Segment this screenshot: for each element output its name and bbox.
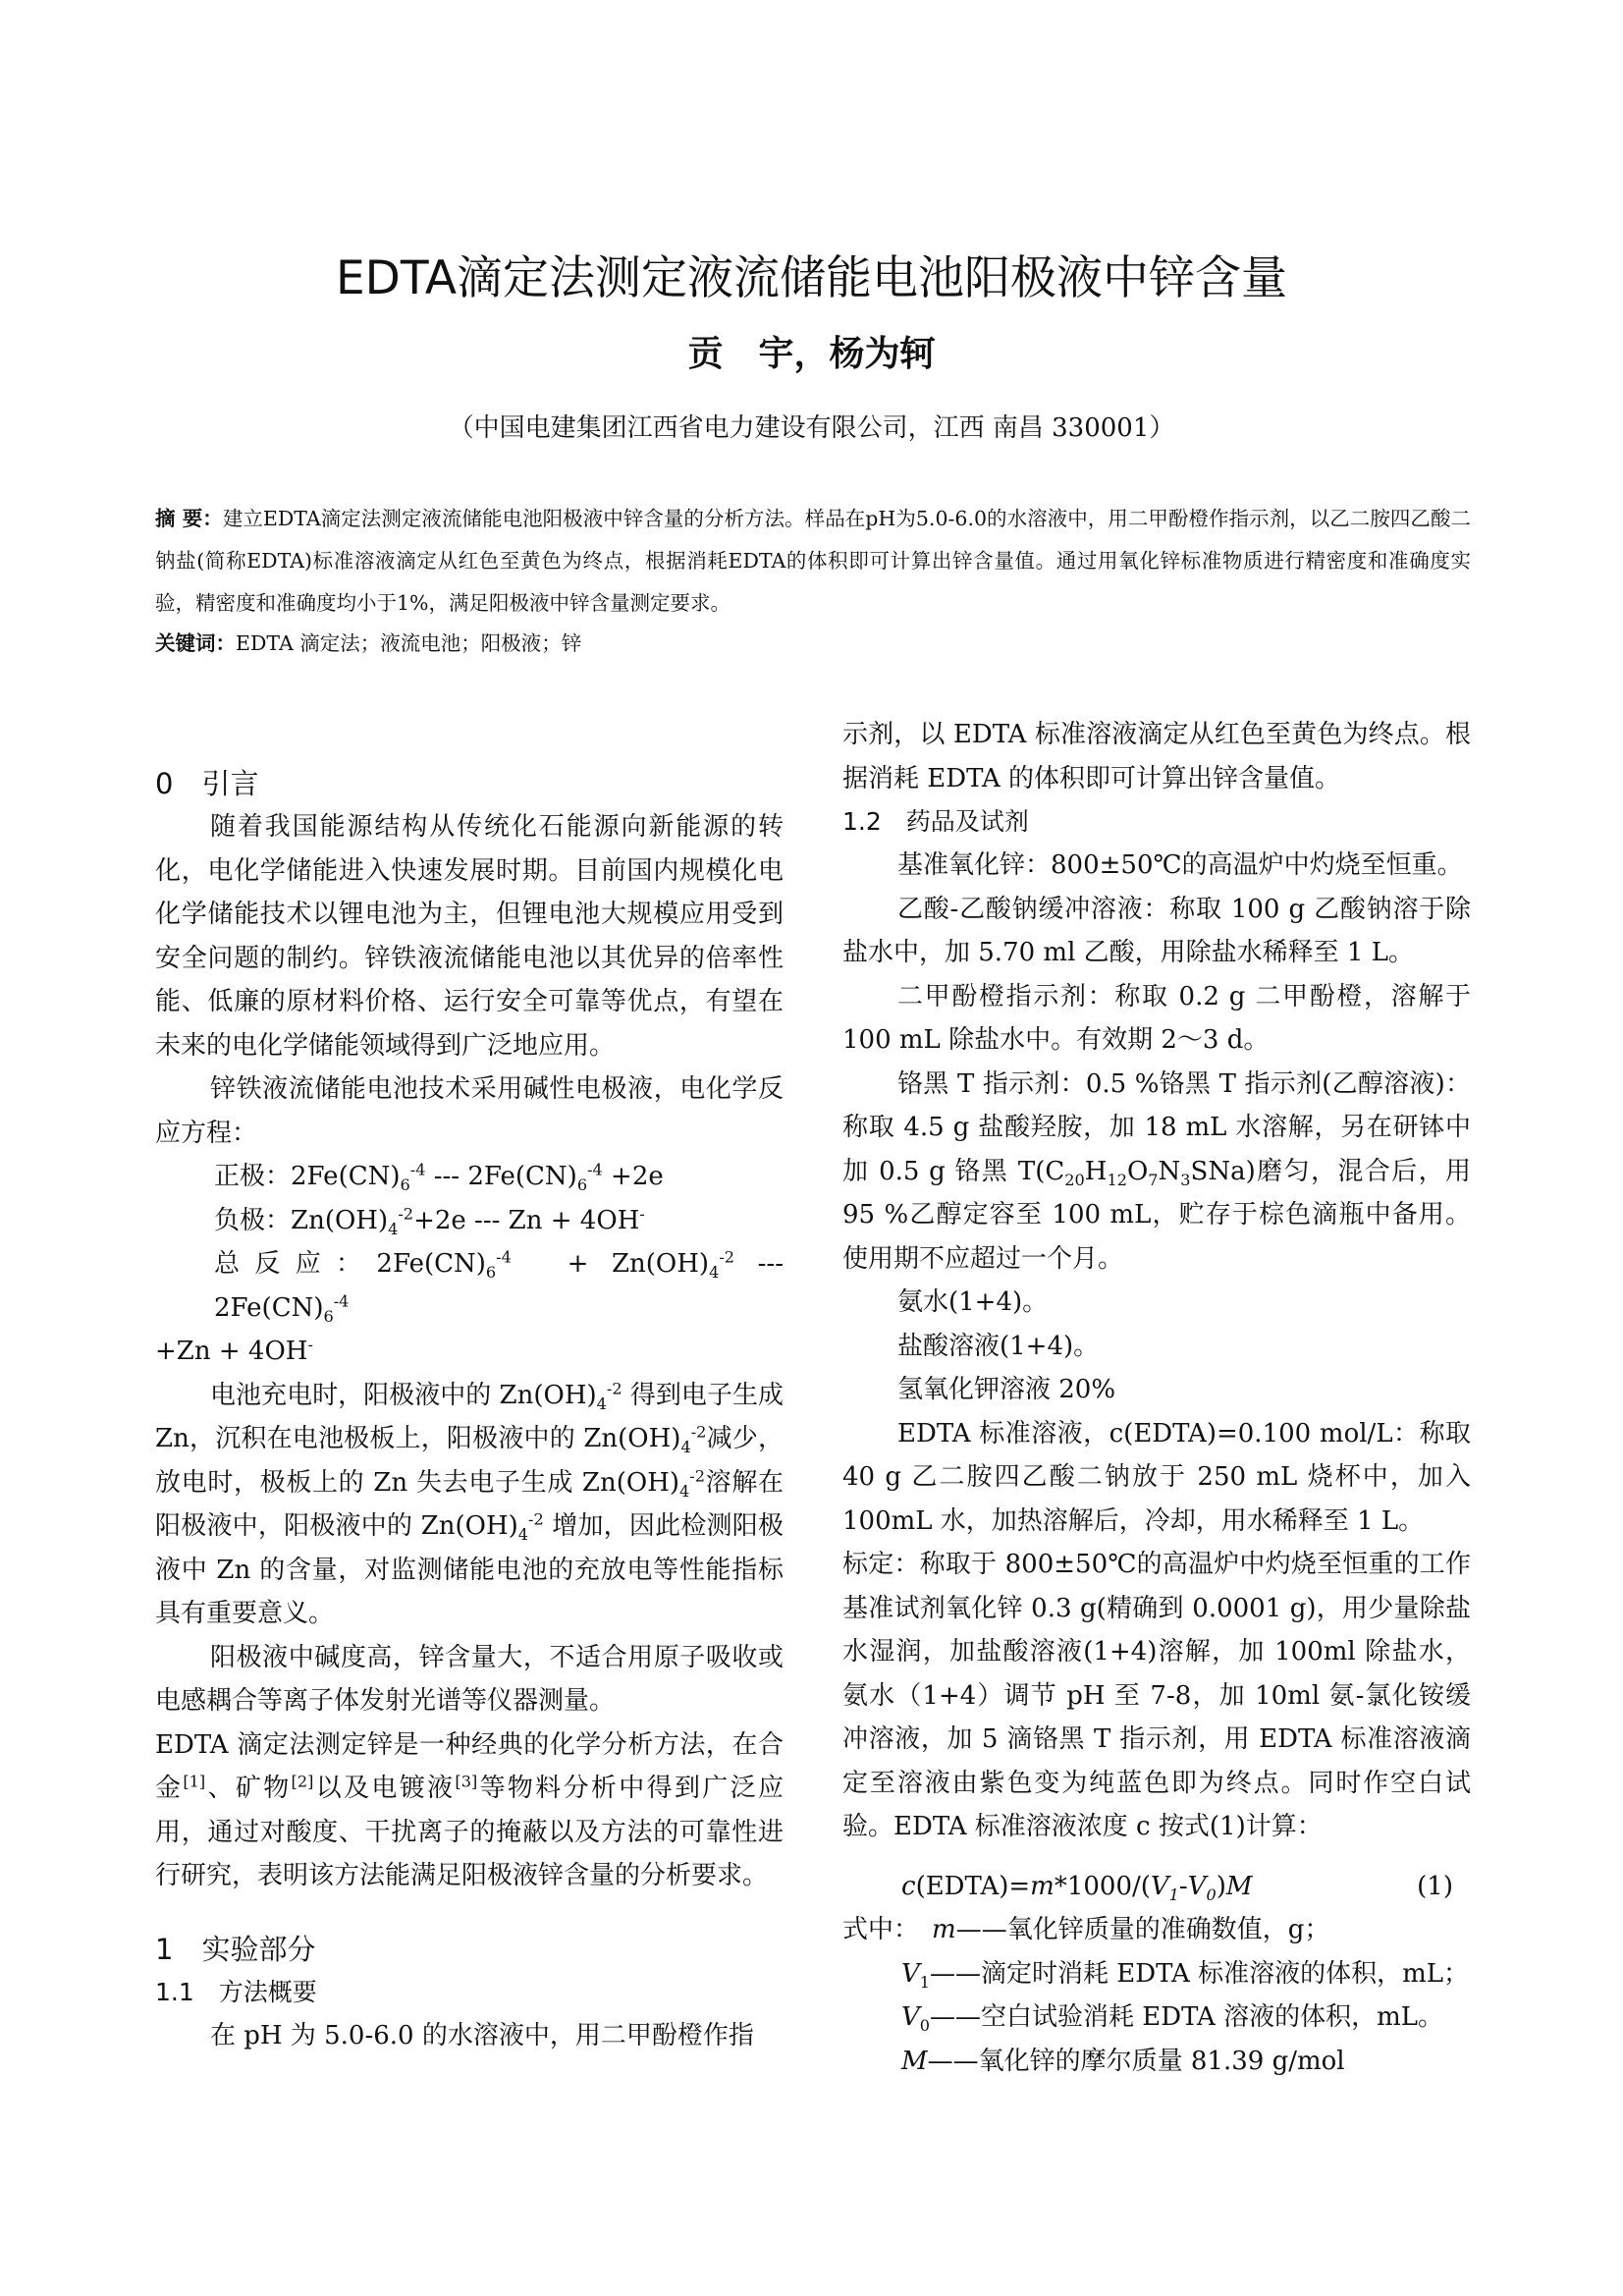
section-1-1-heading: 1.1 方法概要 bbox=[155, 1977, 317, 2006]
reagent-zinc-oxide: 基准氧化锌：800±50℃的高温炉中灼烧至恒重。 bbox=[897, 850, 1463, 880]
section-1-heading: 1 实验部分 bbox=[155, 1932, 316, 1966]
section-0-heading: 0 引言 bbox=[155, 767, 259, 800]
intro-paragraph-4a: 阳极液中碱度高，锌含量大，不适合用原子吸收或电感耦合等离子体发射光谱等仪器测量。 bbox=[155, 1642, 784, 1716]
where-v0: $V_0——$空白试验消耗 EDTA 溶液的体积，mL。 bbox=[901, 2002, 1444, 2036]
keywords bbox=[155, 624, 1471, 663]
formula-1: $c(EDTA)=m*1000/(V_1-V_0)M$ (1) bbox=[842, 1865, 1471, 1909]
reagent-acetate-buffer: 乙酸-乙酸钠缓冲溶液：称取 100 g 乙酸钠溶于除盐水中，加 5.70 ml 乙酸，用除盐水稀释至 1 L。 bbox=[842, 894, 1471, 967]
reagent-hydrochloric-acid: 盐酸溶液(1+4)。 bbox=[897, 1331, 1100, 1361]
method-paragraph: 在 pH 为 5.0-6.0 的水溶液中，用二甲酚橙作指 bbox=[210, 2020, 754, 2050]
keywords-label: 关键词： bbox=[155, 631, 236, 655]
reagent-potassium-hydroxide: 氢氧化钾溶液 20% bbox=[897, 1375, 1116, 1404]
equation-negative: 负极：$Zn(OH)_4^{-2}+2e$ --- Zn + 4OH- bbox=[214, 1203, 645, 1238]
method-paragraph-continued: 示剂，以 EDTA 标准溶液滴定从红色至黄色为终点。根据消耗 EDTA 的体积即可计算出锌含量值。 bbox=[842, 720, 1471, 793]
abstract bbox=[155, 498, 1471, 625]
paper-title: EDTA滴定法测定液流储能电池阳极液中锌含量 bbox=[335, 251, 1288, 305]
where-molar-mass: M——氧化锌的摩尔质量 81.39 g/mol bbox=[901, 2046, 1345, 2076]
reagent-xylenol-orange: 二甲酚橙指示剂：称取 0.2 g 二甲酚橙，溶解于 100 mL 除盐水中。有效期 2～3 d。 bbox=[842, 981, 1471, 1055]
equation-total-continued: +Zn + 4OH- bbox=[155, 1335, 313, 1366]
intro-paragraph-1: 随着我国能源结构从传统化石能源向新能源的转化，电化学储能进入快速发展时期。目前国内规模化电化学储能技术以锂电池为主，但锂电池大规模应用受到安全问题的制约。锌铁液流储能电池以其优异的倍率性能、低廉的原材料价格、运行安全可靠等优点，有望在未来的电化学储能领域得到广泛地应用。 bbox=[155, 812, 784, 1061]
keywords-text: EDTA 滴定法；液流电池；阳极液；锌 bbox=[236, 631, 582, 655]
reagent-edta-standard: EDTA 标准溶液，c(EDTA)=0.100 mol/L：称取 40 g 乙二胺四乙酸二钠放于 250 mL 烧杯中，加入 100mL 水，加热溶解后，冷却，用水稀释至 1 L。 bbox=[842, 1418, 1471, 1536]
section-1-2-heading: 1.2 药品及试剂 bbox=[842, 807, 1029, 836]
right-column bbox=[842, 713, 1471, 2083]
citation-1[interactable]: [1] bbox=[183, 1772, 206, 1791]
reagent-ammonia: 氨水(1+4)。 bbox=[897, 1287, 1049, 1317]
equation-total: 总反应：$2Fe(CN)_6^{-4}$ + $Zn(OH)_4^{-2}$ --- $2Fe(CN)_6^{-4}$ bbox=[214, 1247, 784, 1326]
equation-positive: 正极：$2Fe(CN)_6^{-4}$ --- $2Fe(CN)_6^{-4} +2e$ bbox=[214, 1160, 664, 1195]
standardization-paragraph: 标定：称取于 800±50℃的高温炉中灼烧至恒重的工作基准试剂氧化锌 0.3 g(精确到 0.0001 g)，用少量除盐水湿润，加盐酸溶液(1+4)溶解，加 100ml 除盐水，氨水（1+4）调节 pH 至 7-8，加 10ml 氨-氯化铵缓冲溶液，加 5 滴铬黑 T 指示剂，用 EDTA 标准溶液滴定至溶液由紫色变为纯蓝色即为终点。同时作空白试验。EDTA 标准溶液浓度 c 按式(1)计算： bbox=[842, 1550, 1471, 1841]
citation-2[interactable]: [2] bbox=[291, 1772, 314, 1791]
intro-paragraph-2: 锌铁液流储能电池技术采用碱性电极液，电化学反应方程： bbox=[155, 1074, 784, 1148]
authors: 贡 宇，杨为轲 bbox=[687, 333, 936, 374]
affiliation: （中国电建集团江西省电力建设有限公司，江西 南昌 330001） bbox=[448, 413, 1175, 443]
abstract-text: 建立EDTA滴定法测定液流储能电池阳极液中锌含量的分析方法。样品在pH为5.0-6.0的水溶液中，用二甲酚橙作指示剂，以乙二胺四乙酸二钠盐(简称EDTA)标准溶液滴定从红色至黄色为终点，根据消耗EDTA的体积即可计算出锌含量值。通过用氧化锌标准物质进行精密度和准确度实验，精密度和准确度均小于1%，满足阳极液中锌含量测定要求。 bbox=[155, 507, 1472, 615]
formula-number: (1) bbox=[1417, 1871, 1453, 1901]
reagent-eriochrome-black-t: 铬黑 T 指示剂：0.5 %铬黑 T 指示剂(乙醇溶液)：称取 4.5 g 盐酸羟胺，加 18 mL 水溶解，另在研钵中加 0.5 g 铬黑 $T(C_{20}H_{12}O_7N_3SNa)$磨匀，混合后，用 95 %乙醇定容至 100 mL，贮存于棕色滴瓶中备用。使用期不应超过一个月。 bbox=[842, 1068, 1471, 1274]
citation-3[interactable]: [3] bbox=[455, 1772, 478, 1791]
intro-paragraph-3: 电池充电时，阳极液中的 $Zn(OH)_4^{-2}$ 得到电子生成 Zn，沉积在电池极板上，阳极液中的 $Zn(OH)_4^{-2}$减少，放电时，极板上的 Zn 失去电子生成 $Zn(OH)_4^{-2}$溶解在阳极液中，阳极液中的 $Zn(OH)_4^{-2}$ 增加，因此检测阳极液中 Zn 的含量，对监测储能电池的充放电等性能指标具有重要意义。 bbox=[155, 1378, 784, 1628]
abstract-label: 摘 要： bbox=[155, 507, 223, 530]
where-v1: $V_1——$滴定时消耗 EDTA 标准溶液的体积，mL； bbox=[901, 1958, 1470, 1992]
left-column bbox=[155, 713, 784, 2057]
intro-paragraph-4b: EDTA 滴定法测定锌是一种经典的化学分析方法，在合金[1]、矿物[2]以及电镀液[3]等物料分析中得到广泛应用，通过对酸度、干扰离子的掩蔽以及方法的可靠性进行研究，表明该方法能满足阳极液锌含量的分析要求。 bbox=[155, 1729, 784, 1890]
where-m: 式中： m——氧化锌质量的准确数值，g； bbox=[842, 1915, 1330, 1944]
